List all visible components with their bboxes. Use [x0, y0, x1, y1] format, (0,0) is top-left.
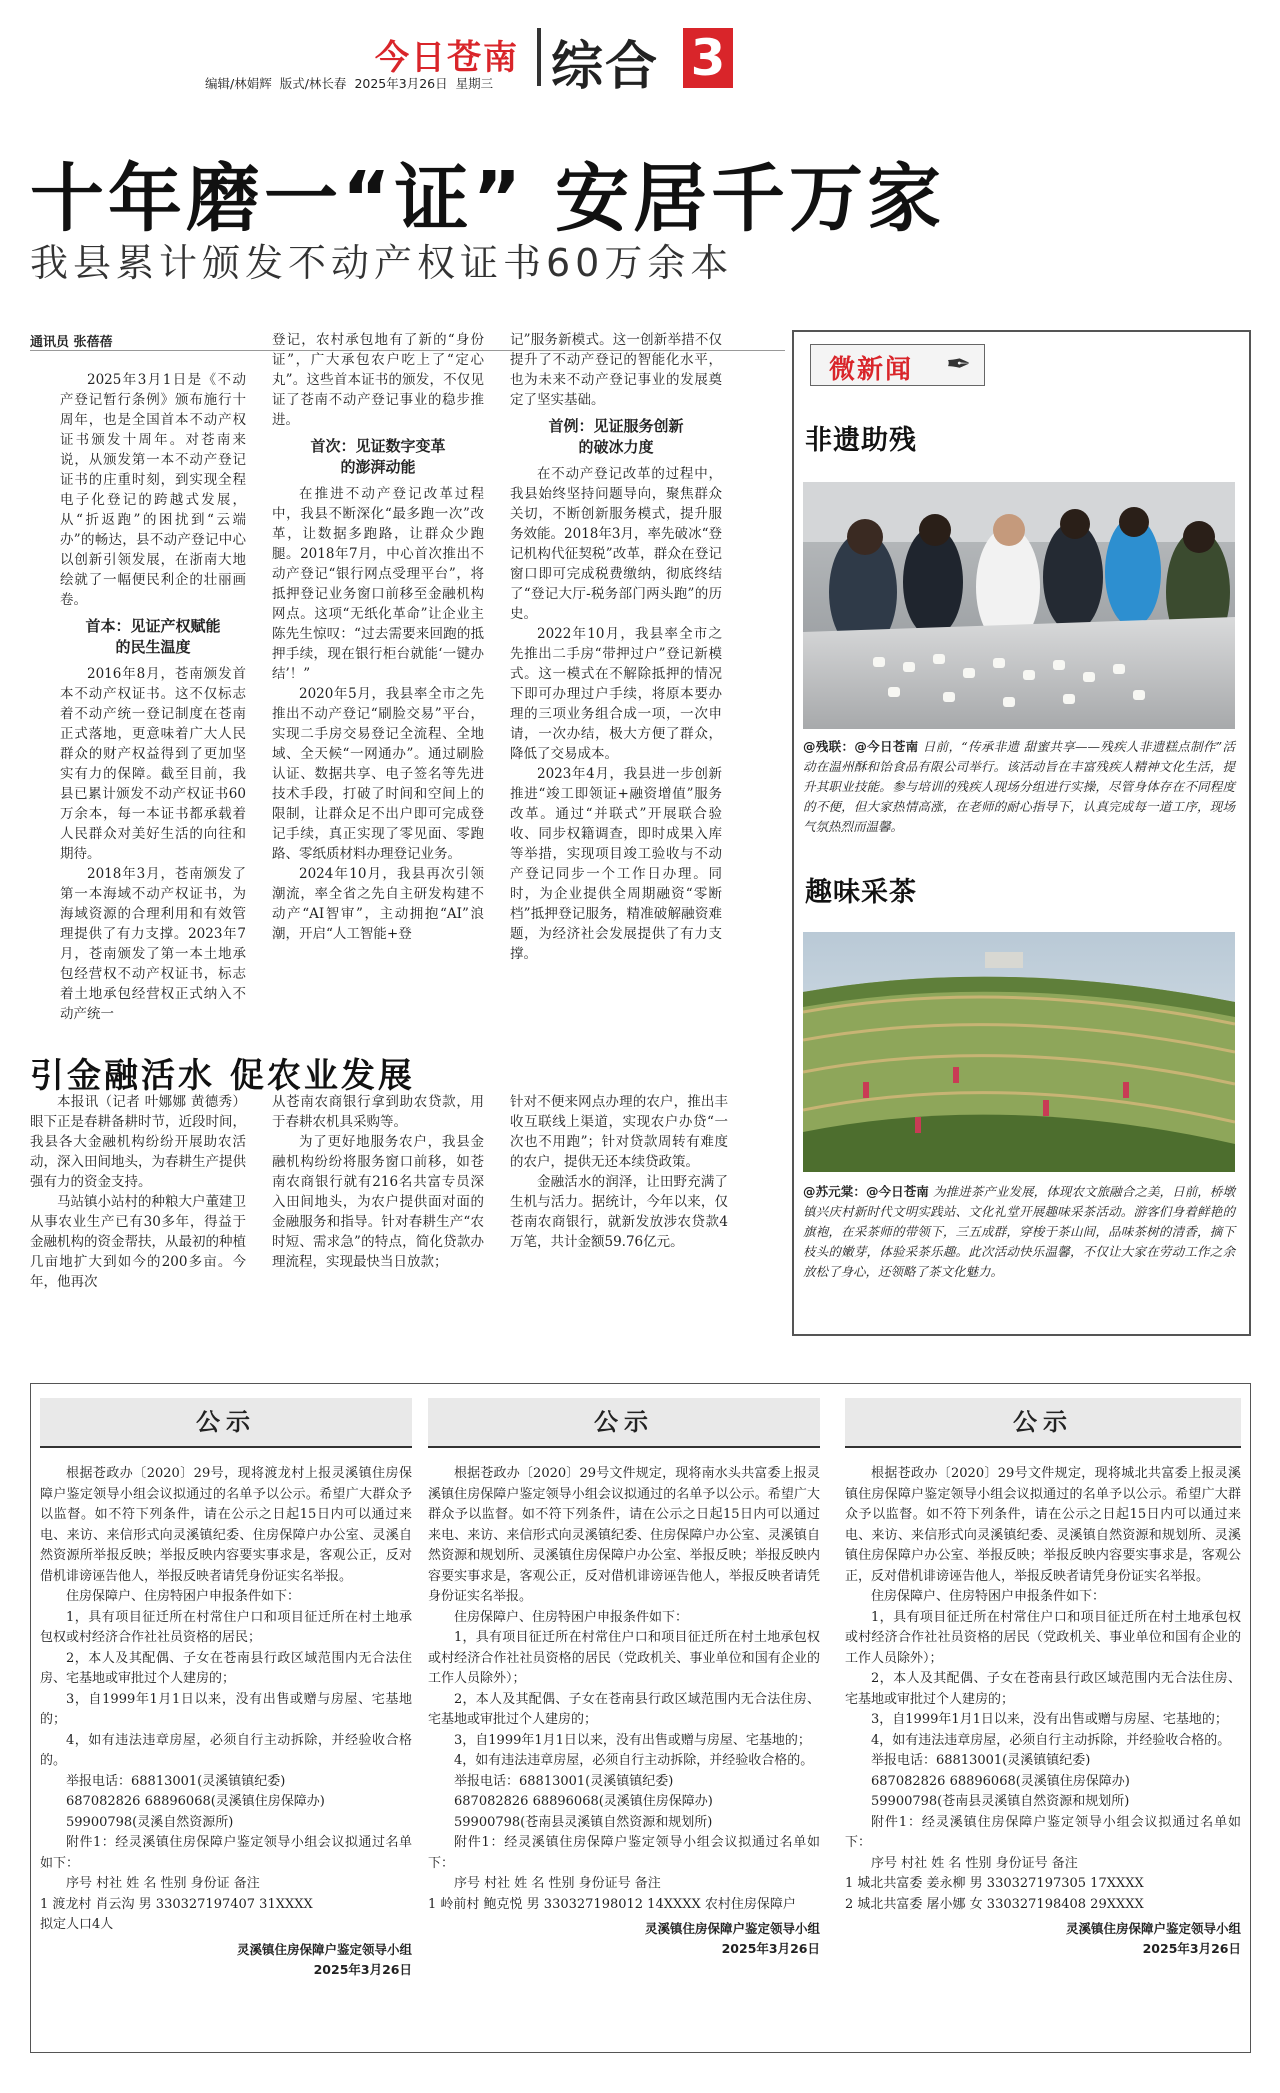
paragraph: 针对不便来网点办理的农户，推出丰收互联线上渠道，实现农户办贷“一次也不用跑”；针对贷款周转有难度的农户，提供无还本续贷政策。 — [510, 1094, 728, 1170]
notice-title: 公示 — [428, 1398, 820, 1448]
notice-condition: 2，本人及其配偶、子女在苍南县行政区域范围内无合法住房、宅基地或审批过个人建房的； — [428, 1691, 820, 1727]
micro-news-label: 微新闻 — [829, 355, 914, 385]
notice-condition: 3，自1999年1月1日以来，没有出售或赠与房屋、宅基地的； — [454, 1732, 811, 1748]
notice-table-row: 1 渡龙村 肖云沟 男 330327197407 31XXXX — [40, 1896, 313, 1912]
section-name: 综合 — [551, 37, 660, 97]
story2-column-2 — [272, 1092, 484, 1272]
notice-condition: 1，具有项目征迁所在村常住户口和项目征迁所在村土地承包权或村经济合作社社员资格的居民（党政机关、事业单位和国有企业的工作人员除外）； — [845, 1609, 1241, 1666]
editor-credit: 编辑/林娟辉 — [205, 76, 272, 91]
notice-attachment: 附件1：经灵溪镇住房保障户鉴定领导小组会议拟通过名单如下： — [428, 1835, 820, 1871]
paragraph: 2023年4月，我县进一步创新推进“竣工即领证+融资增值”服务改革。通过“并联式”开展联合验收、同步权籍调查，即时成果入库等举措，实现项目竣工验收与不动产登记同步一个工作日办理。同时，为企业提供全周期融资“零断档”抵押登记服务，精准破解融资难题，为经济社会发展提供了有力支撑。 — [510, 766, 722, 962]
micro-news-tag — [810, 344, 985, 386]
notice-table-header: 序号 村社 姓 名 性别 身份证 备注 — [66, 1876, 260, 1891]
story2-headline: 引金融活水 促农业发展 — [30, 1056, 415, 1096]
notice-title: 公示 — [40, 1398, 412, 1448]
notice-condition: 3，自1999年1月1日以来，没有出售或赠与房屋、宅基地的； — [40, 1691, 412, 1727]
story2-column-1 — [30, 1092, 246, 1292]
micro-item-1-caption — [803, 737, 1235, 837]
paper-name: 今日苍南 — [375, 38, 519, 78]
photo-tea-picking — [803, 932, 1235, 1172]
paragraph: 在不动产登记改革的过程中，我县始终坚持问题导向，聚焦群众关切，不断创新服务模式，提升服务效能。2018年3月，率先破冰“登记机构代征契税”改革，群众在登记窗口即可完成税费缴纳，彻底终结了“登记大厅-税务部门两头跑”的历史。 — [510, 466, 722, 622]
notice-phone: 687082826 68896068(灵溪镇住房保障办) — [66, 1794, 325, 1809]
paragraph: 2020年5月，我县率全市之先推出不动产登记“刷脸交易”平台，实现二手房交易登记全流程、全地域、全天候“一网通办”。通过刷脸认证、数据共享、电子签名等先进技术手段，打破了时间和空间上的限制，让群众足不出户即可完成登记手续，真正实现了零见面、零跑路、零纸质材料办理登记业务。 — [272, 686, 484, 862]
lead-column-3 — [510, 330, 722, 964]
caption-credit: @苏元棠：@今日苍南 — [803, 1184, 929, 1199]
lead-subhead: 我县累计颁发不动产权证书60万余本 — [30, 241, 734, 285]
notice-signature: 灵溪镇住房保障户鉴定领导小组 2025年3月26日 — [1065, 1921, 1241, 1956]
notice-title: 公示 — [845, 1398, 1241, 1448]
paragraph: 马站镇小站村的种粮大户董建卫从事农业生产已有30多年，得益于金融机构的资金帮扶，从最初的种植几亩地扩大到如今的200多亩。今年，他再次 — [30, 1194, 246, 1290]
lead-headline: 十年磨一“证” 安居千万家 — [30, 156, 946, 242]
notice-condition: 3，自1999年1月1日以来，没有出售或赠与房屋、宅基地的； — [871, 1712, 1228, 1727]
notice-table-header: 序号 村社 姓 名 性别 身份证号 备注 — [871, 1855, 1078, 1871]
notice-signature: 灵溪镇住房保障户鉴定领导小组 2025年3月26日 — [236, 1941, 412, 1977]
issue-date: 2025年3月26日 — [354, 76, 448, 91]
notice-phone: 举报电话：68813001(灵溪镇镇纪委) — [66, 1773, 286, 1789]
notice-condition: 4，如有违法违章房屋，必须自行主动拆除，并经验收合格的。 — [454, 1753, 814, 1768]
masthead-divider — [537, 28, 541, 86]
subheading: 首次：见证数字变革 的澎湃动能 — [310, 437, 446, 476]
notice-condition: 2，本人及其配偶、子女在苍南县行政区域范围内无合法住房、宅基地或审批过个人建房的； — [40, 1650, 412, 1686]
paragraph: 金融活水的润泽，让田野充满了生机与活力。据统计，今年以来，仅苍南农商银行，就新发放涉农贷款4万笔，共计金额59.76亿元。 — [510, 1174, 728, 1250]
micro-item-2-title: 趣味采茶 — [805, 877, 917, 908]
notice-phone: 59900798(苍南县灵溪镇自然资源和规划所) — [871, 1794, 1130, 1809]
caption-text: 为推进茶产业发展，体现农文旅融合之美，日前，桥墩镇兴庆村新时代文明实践站、文化礼堂开展趣味采茶活动。游客们身着鲜艳的旗袍，在采茶师的带领下，三五成群，穿梭于茶山间，品味茶树的清香，摘下枝头的嫩芽，体验采茶乐趣。此次活动快乐温馨，不仅让大家在劳动工作之余放松了身心，还领略了茶文化魅力。 — [803, 1184, 1235, 1279]
paragraph: 2022年10月，我县率全市之先推出二手房“带押过户”登记新模式。这一模式在不解除抵押的情况下即可办理过户手续，将原本要办理的三项业务组合成一项，一次申请，一次办结，极大方便了群众，降低了交易成本。 — [510, 626, 722, 762]
caption-credit: @残联：@今日苍南 — [803, 739, 919, 754]
paragraph: 2025年3月1日是《不动产登记暂行条例》颁布施行十周年，也是全国首本不动产权证书颁发十周年。对苍南来说，从颁发第一本不动产登记证书的庄重时刻，到实现全程电子化登记的跨越式发展，从“折返跑”的困扰到“云端办”的畅达，县不动产登记中心以创新引领发展，在浙南大地绘就了一幅便民利企的壮丽画卷。 — [60, 372, 246, 608]
notice-condition: 1，具有项目征迁所在村常住户口和项目征迁所在村土地承包权或村经济合作社社员资格的居民； — [40, 1609, 412, 1645]
notice-phone: 59900798(灵溪自然资源所) — [66, 1814, 234, 1830]
story2-column-3 — [510, 1092, 728, 1252]
lead-byline: 通讯员 张蓓蓓 — [30, 335, 113, 350]
notice-phone: 59900798(苍南县灵溪镇自然资源和规划所) — [454, 1814, 713, 1830]
designer-credit: 版式/林长春 — [279, 76, 347, 91]
paragraph: 2024年10月，我县再次引领潮流，率全省之先自主研发构建不动产“AI智审”，主动拥抱“AI”浪潮，开启“人工智能+登 — [272, 866, 484, 942]
notice-conditions-head: 住房保障户、住房特困户申报条件如下： — [66, 1589, 301, 1604]
paragraph: 2016年8月，苍南颁发首本不动产权证书。这不仅标志着不动产统一登记制度在苍南正式落地，更意味着广大人民群众的财产权益得到了更加坚实有力的保障。截至目前，我县已累计颁发不动产权证书60万余本，每一本证书都承载着人民群众对美好生活的向往和期待。 — [60, 666, 246, 862]
micro-item-1-title: 非遗助残 — [805, 425, 917, 456]
notice-1 — [40, 1398, 412, 1980]
notice-attachment: 附件1：经灵溪镇住房保障户鉴定领导小组会议拟通过名单如下： — [845, 1814, 1241, 1850]
notice-table-header: 序号 村社 姓 名 性别 身份证号 备注 — [454, 1876, 661, 1891]
notice-condition: 4，如有违法违章房屋，必须自行主动拆除，并经验收合格的。 — [871, 1732, 1231, 1748]
notice-2 — [428, 1398, 820, 1959]
notice-phone: 举报电话：68813001(灵溪镇镇纪委) — [871, 1753, 1091, 1768]
lead-column-1 — [60, 370, 246, 1024]
subheading: 首本：见证产权赋能 的民生温度 — [85, 617, 221, 656]
paragraph: 记”服务新模式。这一创新举措不仅提升了不动产登记的智能化水平，也为未来不动产登记事业的发展奠定了坚实基础。 — [510, 332, 722, 408]
caption-text: 日前，“传承非遗 甜蜜共享——残疾人非遗糕点制作”活动在温州酥和饴食品有限公司举行。该活动旨在丰富残疾人精神文化生活，提升其职业技能。参与培训的残疾人现场分组进行实操，尽管身体存在不同程度的不便，但大家热情高涨，在老师的耐心指导下，认真完成每一道工序，现场气氛热烈而温馨。 — [803, 739, 1235, 834]
notice-phone: 举报电话：68813001(灵溪镇镇纪委) — [454, 1773, 674, 1789]
paragraph: 2018年3月，苍南颁发了第一本海域不动产权证书，为海域资源的合理利用和有效管理提供了有力支撑。2023年7月，苍南颁发了第一本土地承包经营权不动产权证书，标志着土地承包经营权正式纳入不动产统一 — [60, 866, 246, 1022]
notice-phone: 687082826 68896068(灵溪镇住房保障办) — [454, 1794, 713, 1809]
subheading: 首例：见证服务创新 的破冰力度 — [548, 417, 684, 456]
notice-condition: 1，具有项目征迁所在村常住户口和项目征迁所在村土地承包权或村经济合作社社员资格的居民（党政机关、事业单位和国有企业的工作人员除外）； — [428, 1630, 820, 1686]
paragraph: 在推进不动产登记改革过程中，我县不断深化“最多跑一次”改革，让数据多跑路，让群众少跑腿。2018年7月，中心首次推出不动产登记“银行网点受理平台”，将抵押登记业务窗口前移至金融机构网点。这项“无纸化革命”让企业主陈先生惊叹：“过去需要来回跑的抵押手续，现在银行柜台就能‘一键办结’！” — [272, 486, 484, 682]
notice-conditions-head: 住房保障户、住房特困户申报条件如下： — [454, 1609, 689, 1625]
notice-condition: 4，如有违法违章房屋，必须自行主动拆除，并经验收合格的。 — [40, 1732, 412, 1768]
lead-column-2 — [272, 330, 484, 944]
notice-table-row: 1 城北共富委 姜永柳 男 330327197305 17XXXX — [845, 1876, 1144, 1891]
notice-table-row: 拟定人口4人 — [40, 1917, 114, 1932]
notice-table-row: 1 岭前村 鲍克悦 男 330327198012 14XXXX 农村住房保障户 — [428, 1896, 796, 1912]
micro-item-2-caption — [803, 1182, 1235, 1282]
notice-conditions-head: 住房保障户、住房特困户申报条件如下： — [871, 1589, 1106, 1604]
notice-intro: 根据苍政办〔2020〕29号文件规定，现将南水头共富委上报灵溪镇住房保障户鉴定领导小组会议拟通过的名单予以公示。希望广大群众予以监督。如不符下列条件，请在公示之日起15日内可以通过来电、来访、来信形式向灵溪镇纪委、住房保障户办公室、灵溪镇自然资源和规划所、灵溪镇住房保障户办公室、举报反映；举报反映内容要实事求是，客观公正，反对借机诽谤诬告他人，举报反映者请凭身份证实名举报。 — [428, 1466, 820, 1604]
photo-pastry-workshop — [803, 482, 1235, 729]
masthead-meta — [205, 74, 501, 92]
page-number: 3 — [683, 28, 733, 88]
notice-attachment: 附件1：经灵溪镇住房保障户鉴定领导小组会议拟通过名单如下： — [40, 1835, 412, 1871]
notice-signature: 灵溪镇住房保障户鉴定领导小组 2025年3月26日 — [644, 1921, 820, 1956]
paragraph: 本报讯（记者 叶娜娜 黄德秀）眼下正是春耕备耕时节，近段时间，我县各大金融机构纷纷开展助农活动，深入田间地头，为春耕生产提供强有力的资金支持。 — [30, 1094, 246, 1190]
pen-icon: ✒ — [946, 347, 972, 382]
paragraph: 从苍南农商银行拿到助农贷款，用于春耕农机具采购等。 — [272, 1094, 484, 1130]
notice-phone: 687082826 68896068(灵溪镇住房保障办) — [871, 1773, 1130, 1789]
issue-weekday: 星期三 — [455, 76, 494, 91]
paragraph: 为了更好地服务农户，我县金融机构纷纷将服务窗口前移，如苍南农商银行就有216名共富专员深入田间地头，为农户提供面对面的金融服务和指导。针对春耕生产“农时短、需求急”的特点，简化贷款办理流程，实现最快当日放款； — [272, 1134, 484, 1270]
paragraph: 登记，农村承包地有了新的“身份证”，广大承包农户吃上了“定心丸”。这些首本证书的颁发，不仅见证了苍南不动产登记事业的稳步推进。 — [272, 332, 484, 428]
notice-3 — [845, 1398, 1241, 1959]
notice-intro: 根据苍政办〔2020〕29号文件规定，现将城北共富委上报灵溪镇住房保障户鉴定领导小组会议拟通过的名单予以公示。希望广大群众予以监督。如不符下列条件，请在公示之日起15日内可以通过来电、来访、来信形式向灵溪镇纪委、灵溪镇自然资源和规划所、灵溪镇住房保障户办公室、举报反映；举报反映内容要实事求是，客观公正，反对借机诽谤诬告他人，举报反映者请凭身份证实名举报。 — [845, 1466, 1241, 1584]
notice-table-row: 2 城北共富委 屠小娜 女 330327198408 29XXXX — [845, 1896, 1144, 1912]
notice-condition: 2，本人及其配偶、子女在苍南县行政区域范围内无合法住房、宅基地或审批过个人建房的； — [845, 1671, 1241, 1707]
notice-intro: 根据苍政办〔2020〕29号，现将渡龙村上报灵溪镇住房保障户鉴定领导小组会议拟通过的名单予以公示。希望广大群众予以监督。如不符下列条件，请在公示之日起15日内可以通过来电、来访、来信形式向灵溪镇纪委、住房保障户办公室、灵溪自然资源所举报反映；举报反映内容要实事求是，客观公正，反对借机诽谤诬告他人，举报反映者请凭身份证实名举报。 — [40, 1466, 412, 1584]
